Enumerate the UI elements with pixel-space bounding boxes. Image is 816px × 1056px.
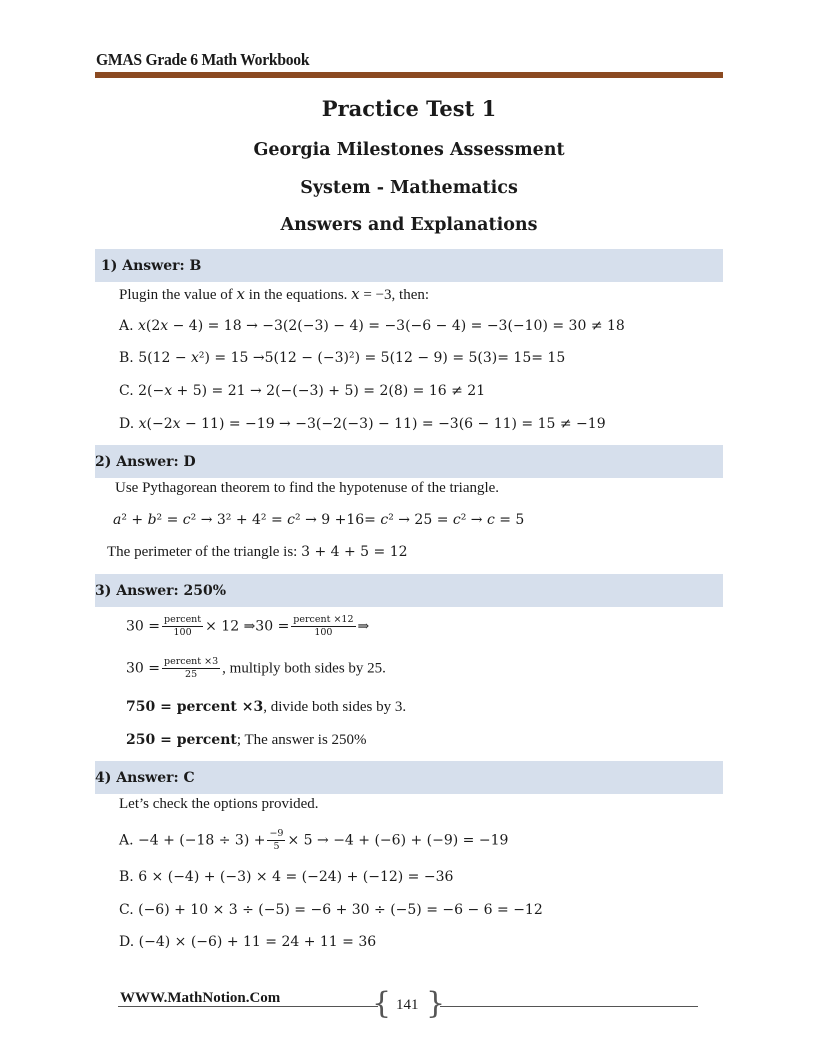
q3-heading-text: 3) Answer: 250% xyxy=(95,583,227,599)
q3-line-1 xyxy=(126,614,369,639)
subtitle-line-1: Georgia Milestones Assessment xyxy=(253,140,565,160)
q3-fraction-2-den: 100 xyxy=(314,627,333,638)
q2-answer-heading xyxy=(95,445,723,478)
q3-answer-heading xyxy=(95,574,723,607)
q2-perimeter xyxy=(107,544,408,561)
q3-l1-lhs: 30 = xyxy=(126,618,160,635)
q1-option-d: D. 𝑥(−2𝑥 − 11) = −19 → −3(−2(−3) − 11) = −3(6 − 11) = 15 ≠ −19 xyxy=(119,416,606,432)
q4-answer-heading xyxy=(95,761,723,794)
right-brace-icon: } xyxy=(426,986,446,1021)
header-rule xyxy=(95,72,723,78)
q3-l2-lhs: 30 = xyxy=(126,660,160,677)
q4-fraction-den: 5 xyxy=(273,841,280,852)
q4-fraction xyxy=(267,828,285,853)
q1-answer-heading xyxy=(95,249,723,282)
q3-fraction-1-num: percent xyxy=(164,614,202,625)
q4-option-d: D. (−4) × (−6) + 11 = 24 + 11 = 36 xyxy=(119,934,377,950)
workbook-title: GMAS Grade 6 Math Workbook xyxy=(96,50,310,69)
q2-perimeter-equation: 3 + 4 + 5 = 12 xyxy=(301,544,408,560)
q3-l3-equation: 750 = percent ×3 xyxy=(126,699,264,715)
q2-perimeter-text: The perimeter of the triangle is: xyxy=(107,544,302,560)
q4-intro: Let’s check the options provided. xyxy=(119,796,319,812)
q2-heading-text: 2) Answer: D xyxy=(95,454,196,470)
q2-intro: Use Pythagorean theorem to find the hypotenuse of the triangle. xyxy=(115,480,500,496)
q4-option-a xyxy=(119,828,508,853)
page-number: 141 xyxy=(396,997,419,1013)
q3-line-4 xyxy=(126,732,367,749)
q4-heading-text: 4) Answer: C xyxy=(95,770,195,786)
q3-fraction-3 xyxy=(162,656,220,681)
subtitle-line-2: System - Mathematics xyxy=(300,178,518,198)
q3-l3-text: , divide both sides by 3. xyxy=(263,699,407,715)
q1-option-a: A. 𝑥(2𝑥 − 4) = 18 → −3(2(−3) − 4) = −3(−6 − 4) = −3(−10) = 30 ≠ 18 xyxy=(119,318,625,334)
q2-equation: 𝑎² + 𝑏² = 𝑐² → 3² + 4² = 𝑐² → 9 +16= 𝑐² → 25 = 𝑐² → 𝑐 = 5 xyxy=(113,512,525,528)
q1-option-b: B. 5(12 − 𝑥²) = 15 →5(12 − (−3)²) = 5(12 − 9) = 5(3)= 15= 15 xyxy=(119,350,566,366)
q4-a-post: × 5 → −4 + (−6) + (−9) = −19 xyxy=(287,832,509,849)
q3-l4-text: ; The answer is 250% xyxy=(236,732,367,748)
q3-fraction-1-den: 100 xyxy=(173,627,192,638)
q3-l2-text: , multiply both sides by 25. xyxy=(222,660,386,677)
footer-website: WWW.MathNotion.Com xyxy=(120,990,281,1006)
q3-l1-end: ⇒ xyxy=(357,618,370,635)
q3-fraction-1 xyxy=(162,614,203,639)
q4-option-c: C. (−6) + 10 × 3 ÷ (−5) = −6 + 30 ÷ (−5) = −6 − 6 = −12 xyxy=(119,902,543,918)
q1-heading-text: 1) Answer: B xyxy=(101,258,202,274)
q3-fraction-3-num: percent ×3 xyxy=(164,656,219,667)
left-brace-icon: { xyxy=(372,986,392,1021)
q3-l1-mid: × 12 ⇒30 = xyxy=(205,618,290,635)
q4-option-b: B. 6 × (−4) + (−3) × 4 = (−24) + (−12) = −36 xyxy=(119,869,454,885)
q3-fraction-2 xyxy=(291,614,355,639)
q3-l4-equation: 250 = percent xyxy=(126,732,237,748)
q3-line-3 xyxy=(126,699,406,716)
page-title: Practice Test 1 xyxy=(321,96,497,121)
q4-a-pre: A. −4 + (−18 ÷ 3) + xyxy=(119,832,266,849)
q4-fraction-num: −9 xyxy=(269,828,284,839)
q3-fraction-2-num: percent ×12 xyxy=(293,614,354,625)
q1-option-c: C. 2(−𝑥 + 5) = 21 → 2(−(−3) + 5) = 2(8) = 16 ≠ 21 xyxy=(119,383,486,399)
subtitle-line-3: Answers and Explanations xyxy=(280,215,538,235)
q1-intro: Plugin the value of 𝑥 in the equations. 𝑥 = −3, then: xyxy=(119,287,430,303)
q3-line-2 xyxy=(126,656,386,681)
q3-fraction-3-den: 25 xyxy=(185,669,198,680)
